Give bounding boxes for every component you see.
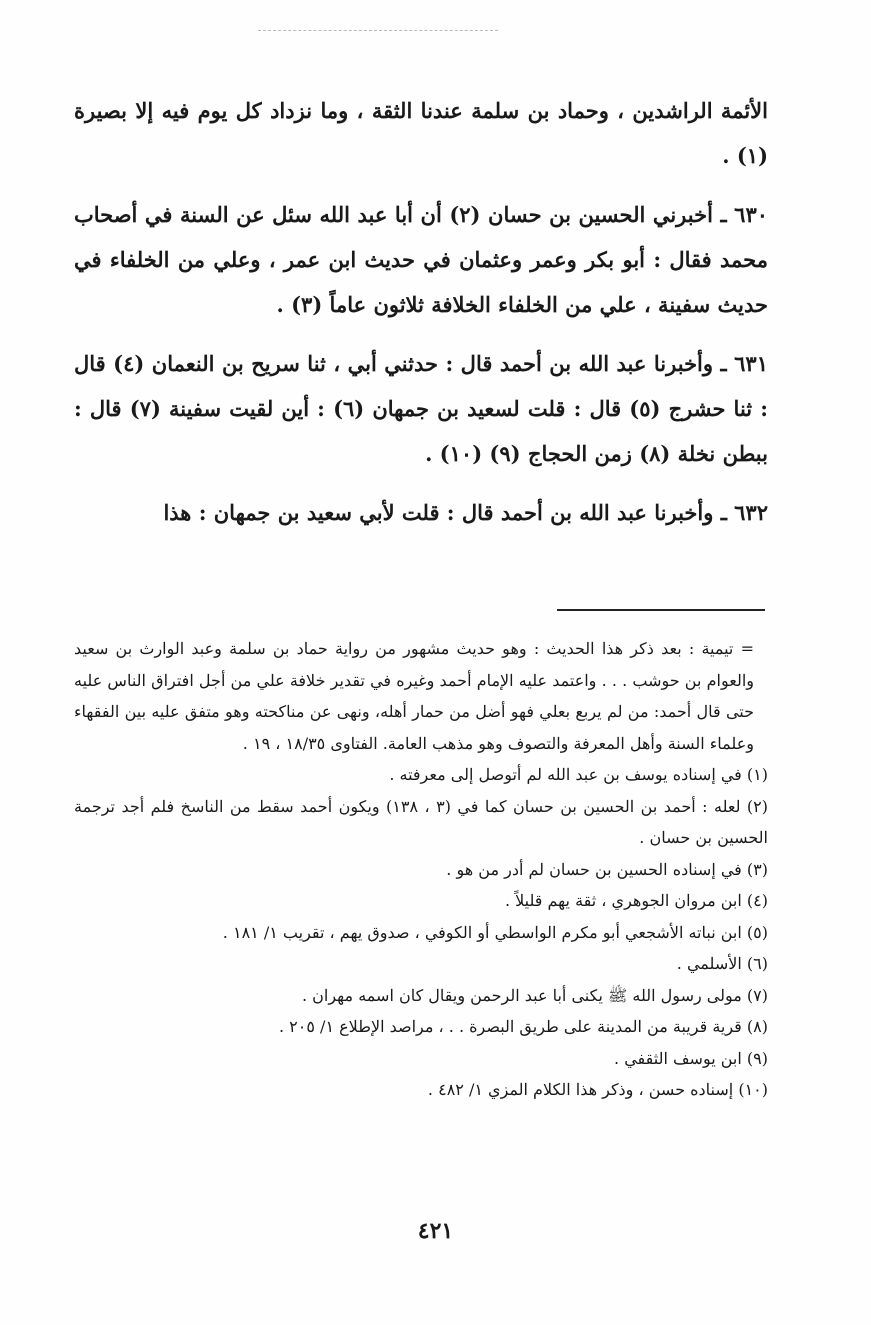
- main-text: [74, 88, 768, 535]
- footnote-item: (١٠) إسناده حسن ، وذكر هذا الكلام المزي ١/ ٤٨٢ .: [427, 1080, 768, 1099]
- footnote-item: (٢) لعله : أحمد بن الحسين بن حسان كما في (٣ ، ١٣٨) ويكون أحمد سقط من الناسخ فلم أجد ترجمة الحسين بن حسان .: [74, 796, 768, 847]
- footnotes: [74, 633, 768, 1106]
- footnote-item: (٧) مولى رسول الله ﷺ يكنى أبا عبد الرحمن ويقال كان اسمه مهران .: [301, 985, 768, 1005]
- paragraph-632: [74, 490, 768, 535]
- footnote-item: (٥) ابن نباته الأشجعي أبو مكرم الواسطي أو الكوفي ، صدوق يهم ، تقريب ١/ ١٨١ .: [222, 922, 768, 942]
- paragraph-628-tail: الأئمة الراشدين ، وحماد بن سلمة عندنا الثقة ، وما نزداد كل يوم فيه إلا بصيرة (١) .: [74, 98, 768, 168]
- footnote-item: (٨) قرية قريبة من المدينة على طريق البصرة . . ، مراصد الإطلاع ١/ ٢٠٥ .: [279, 1017, 768, 1036]
- footnote-continuation: = تيمية : بعد ذكر هذا الحديث : وهو حديث مشهور من رواية حماد بن سلمة وعبد الوارث بن سعيد والعوام بن حوشب . . . واعتمد عليه الإمام أحمد وغيره في تقدير خلافة علي من أجل افتراق الناس عليه حتى قال أحمد: من لم يربع بعلي فهو أضل من حمار أهله، ونهى عن مناكحته وهو متفق عليه بين الفقهاء وعلماء السنة وأهل المعرفة والتصوف وهو مذهب العامة. الفتاوى ١٨/٣٥ ، ١٩ .: [74, 639, 755, 753]
- footnote-item: (٤) ابن مروان الجوهري ، ثقة يهم قليلاً .: [504, 891, 768, 910]
- paragraph-number: ٦٣٢ ـ: [720, 500, 768, 525]
- paragraph-number: ٦٣١ ـ: [720, 351, 768, 376]
- footnote-item: (٦) الأسلمي .: [676, 954, 768, 973]
- paragraph-630: [74, 192, 768, 327]
- paragraph-text: وأخبرنا عبد الله بن أحمد قال : حدثني أبي ، ثنا سريح بن النعمان (٤) قال : ثنا حشرج (٥) قال : قلت لسعيد بن جمهان (٦) : أين لقيت سفينة (٧) قال : ببطن نخلة (٨) زمن الحجاج (٩) (١٠) .: [74, 351, 769, 466]
- footnote-item: (١) في إسناده يوسف بن عبد الله لم أتوصل إلى معرفته .: [389, 765, 768, 784]
- paragraph-number: ٦٣٠ ـ: [720, 202, 769, 227]
- scan-artifact-line: [258, 30, 498, 31]
- paragraph-631: [74, 341, 768, 476]
- paragraph-text: أخبرني الحسين بن حسان (٢) أن أبا عبد الله سئل عن السنة في أصحاب محمد فقال : أبو بكر وعمر وعثمان في حديث ابن عمر ، وعلي من الخلفاء في حديث سفينة ، علي من الخلفاء الخلافة ثلاثون عاماً (٣) .: [74, 202, 768, 317]
- footnote-separator: [557, 609, 765, 611]
- footnote-item: (٣) في إسناده الحسين بن حسان لم أدر من هو .: [446, 859, 768, 879]
- page-number: ٤٢١: [417, 1218, 454, 1244]
- paragraph-text: وأخبرنا عبد الله بن أحمد قال : قلت لأبي سعيد بن جمهان : هذا: [163, 500, 714, 525]
- footnote-item: (٩) ابن يوسف الثقفي .: [614, 1048, 768, 1068]
